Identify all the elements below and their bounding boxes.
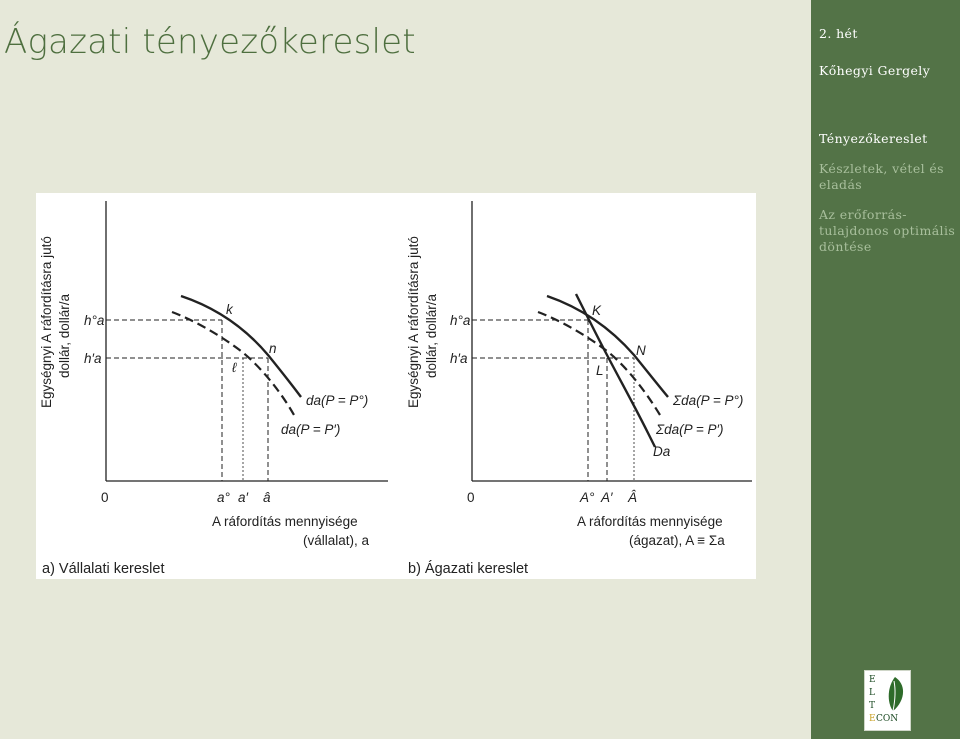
- panel-b-label-dashed: Σda(P = P′): [656, 422, 724, 437]
- panel-b-origin: 0: [467, 490, 475, 505]
- sidebar-nav: [811, 0, 960, 739]
- sidebar-item-tenyezokereslet[interactable]: Tényezőkereslet: [819, 131, 928, 146]
- panel-b-y-label-1: Egységnyi A ráfordításra jutó: [406, 236, 421, 408]
- logo-letter-l: L: [869, 688, 875, 698]
- panel-a-y-label-1: Egységnyi A ráfordításra jutó: [39, 236, 54, 408]
- panel-b-point-N: N: [636, 343, 646, 358]
- panel-b-curve-solid: [547, 296, 668, 397]
- panel-b-x-label-2: (ágazat), A ≡ Σa: [629, 533, 725, 548]
- panel-b-h-low: h′a: [450, 351, 468, 366]
- panel-b-point-K: K: [592, 303, 602, 318]
- panel-a-label-dashed: da(P = P′): [281, 422, 341, 437]
- panel-a-h-low: h′a: [84, 351, 102, 366]
- panel-a-x-label-1: A ráfordítás mennyisége: [212, 514, 358, 529]
- panel-a-h-high: h°a: [84, 313, 105, 328]
- panel-b-y-label-2: dollár, dollár/a: [424, 293, 439, 378]
- panel-a-x-label-2: (vállalat), a: [303, 533, 370, 548]
- panel-a-caption: a) Vállalati kereslet: [42, 561, 165, 577]
- panel-b: [406, 201, 752, 577]
- sidebar-author[interactable]: Kőhegyi Gergely: [819, 63, 931, 78]
- panel-a-y-label-2: dollár, dollár/a: [57, 293, 72, 378]
- logo-letter-e2: E: [869, 714, 876, 724]
- panel-a-tick-a0: a°: [217, 490, 230, 505]
- panel-b-tick-A1: A′: [601, 490, 613, 505]
- panel-a: [39, 201, 388, 577]
- sidebar-week[interactable]: 2. hét: [819, 26, 858, 41]
- panel-a-origin: 0: [101, 490, 109, 505]
- elte-econ-logo: [864, 670, 911, 731]
- panel-b-x-label-1: A ráfordítás mennyisége: [577, 514, 723, 529]
- logo-letter-e: E: [869, 675, 876, 685]
- panel-b-h-high: h°a: [450, 313, 471, 328]
- leaf-icon: [865, 671, 912, 732]
- panel-a-curve-solid: [181, 296, 301, 397]
- panel-a-point-l: ℓ: [232, 360, 237, 375]
- sidebar-item-keszletek[interactable]: Készletek, vétel és eladás: [819, 161, 945, 192]
- logo-letters-con: CON: [876, 714, 899, 724]
- panel-a-tick-a1: a′: [238, 490, 249, 505]
- panel-b-label-solid: Σda(P = P°): [673, 393, 744, 408]
- demand-figure: [36, 193, 756, 579]
- panel-b-point-L: L: [596, 363, 604, 378]
- sidebar-item-eroforras[interactable]: Az erőforrás-tulajdonos optimális döntése: [819, 207, 956, 254]
- panel-a-label-solid: da(P = P°): [306, 393, 369, 408]
- panel-a-point-k: k: [226, 302, 233, 317]
- page-title: Ágazati tényezőkereslet: [4, 22, 416, 62]
- panel-b-tick-Ahat: Â: [628, 490, 638, 505]
- logo-letter-t: T: [869, 701, 876, 711]
- panel-b-tick-A0: A°: [580, 490, 595, 505]
- panel-b-caption: b) Ágazati kereslet: [408, 561, 529, 577]
- panel-a-tick-ahat: â: [263, 490, 271, 505]
- panel-a-point-n: n: [269, 341, 277, 356]
- panel-b-label-D: Da: [653, 444, 671, 459]
